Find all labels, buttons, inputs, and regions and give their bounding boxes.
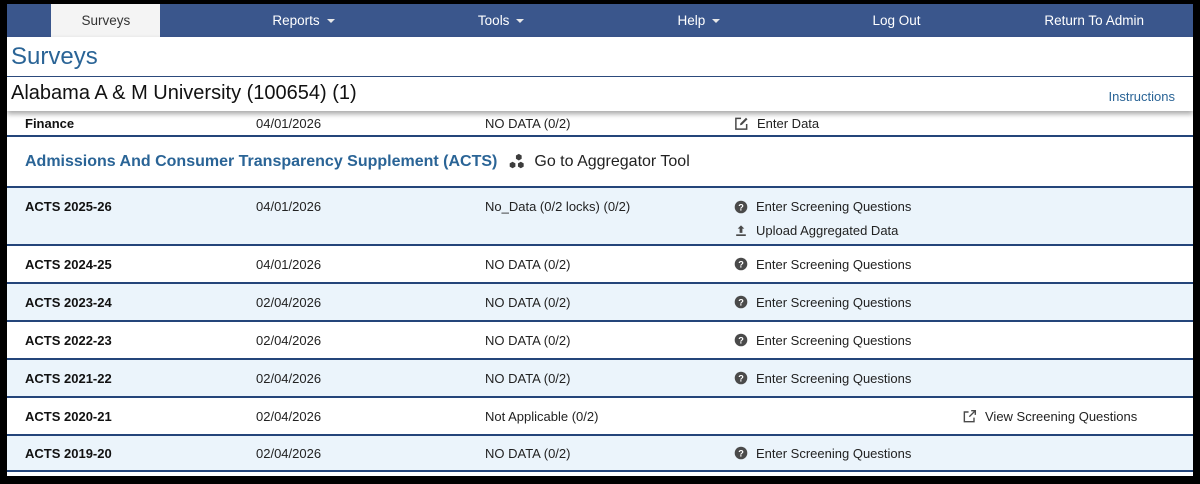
- survey-row-acts-2023-24: [7, 284, 1193, 322]
- help-circle-icon: [734, 333, 748, 347]
- enter-screening-questions-link[interactable]: [734, 199, 962, 215]
- nav-item-logout[interactable]: [798, 4, 996, 37]
- status: NO DATA (0/2): [485, 445, 571, 461]
- survey-row-acts-2025-26: [7, 188, 1193, 246]
- survey-table: [7, 111, 1193, 472]
- page-title: Surveys: [11, 43, 98, 70]
- due-date: 02/04/2026: [256, 332, 322, 348]
- caret-down-icon: [327, 19, 335, 23]
- svg-text:?: ?: [738, 335, 744, 346]
- svg-text:?: ?: [738, 297, 744, 308]
- status: NO DATA (0/2): [485, 370, 571, 386]
- survey-name: ACTS 2024-25: [25, 256, 112, 272]
- aggregator-icon: [508, 153, 526, 170]
- instructions-link[interactable]: Instructions: [1108, 89, 1175, 104]
- view-screening-questions-link[interactable]: [962, 409, 1193, 424]
- nav-tab-surveys-label[interactable]: Surveys: [51, 4, 160, 37]
- nav-tab-surveys[interactable]: [7, 4, 205, 37]
- status: NO DATA (0/2): [485, 332, 571, 348]
- svg-text:?: ?: [738, 373, 744, 384]
- nav-menu-help[interactable]: [600, 4, 798, 37]
- status: Not Applicable (0/2): [485, 408, 599, 424]
- due-date: 04/01/2026: [256, 199, 322, 214]
- enter-screening-questions-label: Enter Screening Questions: [756, 370, 912, 386]
- due-date: 02/04/2026: [256, 370, 322, 386]
- svg-text:?: ?: [738, 448, 744, 459]
- enter-screening-questions-link[interactable]: [734, 371, 962, 386]
- enter-screening-questions-label: Enter Screening Questions: [756, 294, 912, 310]
- nav-item-return-to-admin[interactable]: [995, 4, 1193, 37]
- survey-name: ACTS 2019-20: [25, 445, 112, 461]
- due-date: 02/04/2026: [256, 445, 322, 461]
- nav-menu-help-label: Help: [677, 13, 706, 28]
- help-circle-icon: [734, 446, 748, 460]
- enter-screening-questions-label: Enter Screening Questions: [756, 256, 912, 272]
- survey-row-acts-2019-20: [7, 436, 1193, 472]
- acts-section-header: [7, 137, 1193, 188]
- enter-data-link[interactable]: [734, 116, 962, 131]
- survey-row-acts-2024-25: [7, 246, 1193, 284]
- acts-section-title: Admissions And Consumer Transparency Supplement (ACTS): [25, 152, 498, 170]
- help-circle-icon: [734, 200, 748, 214]
- view-screening-questions-label: View Screening Questions: [985, 408, 1138, 424]
- svg-text:?: ?: [738, 202, 744, 213]
- help-circle-icon: [734, 295, 748, 309]
- enter-screening-questions-label: Enter Screening Questions: [756, 199, 912, 214]
- app-window: [7, 4, 1193, 476]
- survey-row-finance: [7, 111, 1193, 137]
- due-date: 02/04/2026: [256, 408, 322, 424]
- enter-screening-questions-link[interactable]: [734, 446, 962, 461]
- enter-screening-questions-link[interactable]: [734, 257, 962, 272]
- upload-aggregated-data-label: Upload Aggregated Data: [756, 223, 899, 238]
- aggregator-tool-link[interactable]: [508, 153, 689, 171]
- enter-screening-questions-label: Enter Screening Questions: [756, 445, 912, 461]
- nav-item-return-to-admin-label: Return To Admin: [1044, 13, 1144, 28]
- survey-name: Finance: [25, 115, 75, 131]
- svg-text:?: ?: [738, 259, 744, 270]
- due-date: 02/04/2026: [256, 294, 322, 310]
- upload-icon: [734, 224, 748, 238]
- survey-row-acts-2020-21: [7, 398, 1193, 436]
- nav-menu-tools[interactable]: [402, 4, 600, 37]
- due-date: 04/01/2026: [256, 256, 322, 272]
- top-navigation: [7, 4, 1193, 37]
- edit-icon: [734, 116, 749, 131]
- survey-row-acts-2021-22: [7, 360, 1193, 398]
- survey-name: ACTS 2021-22: [25, 370, 112, 386]
- page-header: [7, 37, 1193, 111]
- caret-down-icon: [712, 19, 720, 23]
- help-circle-icon: [734, 371, 748, 385]
- external-link-icon: [962, 409, 977, 424]
- help-circle-icon: [734, 257, 748, 271]
- status: No_Data (0/2 locks) (0/2): [485, 199, 631, 214]
- due-date: 04/01/2026: [256, 115, 322, 131]
- action-stack: [734, 199, 962, 239]
- survey-name: ACTS 2023-24: [25, 294, 112, 310]
- survey-row-acts-2022-23: [7, 322, 1193, 360]
- nav-menu-reports-label: Reports: [272, 13, 320, 28]
- caret-down-icon: [516, 19, 524, 23]
- institution-name: Alabama A & M University (100654) (1): [11, 82, 357, 104]
- survey-name: ACTS 2022-23: [25, 332, 112, 348]
- status: NO DATA (0/2): [485, 294, 571, 310]
- nav-menu-reports[interactable]: [205, 4, 403, 37]
- institution-row: [7, 77, 1193, 111]
- status: NO DATA (0/2): [485, 256, 571, 272]
- enter-data-label: Enter Data: [757, 115, 820, 131]
- aggregator-tool-label: Go to Aggregator Tool: [534, 152, 690, 170]
- status: NO DATA (0/2): [485, 115, 571, 131]
- enter-screening-questions-link[interactable]: [734, 333, 962, 348]
- survey-name: ACTS 2020-21: [25, 408, 112, 424]
- upload-aggregated-data-link[interactable]: [734, 223, 962, 239]
- nav-menu-tools-label: Tools: [477, 13, 510, 28]
- survey-name: ACTS 2025-26: [25, 199, 112, 214]
- nav-item-logout-label: Log Out: [872, 13, 921, 28]
- enter-screening-questions-label: Enter Screening Questions: [756, 332, 912, 348]
- enter-screening-questions-link[interactable]: [734, 295, 962, 310]
